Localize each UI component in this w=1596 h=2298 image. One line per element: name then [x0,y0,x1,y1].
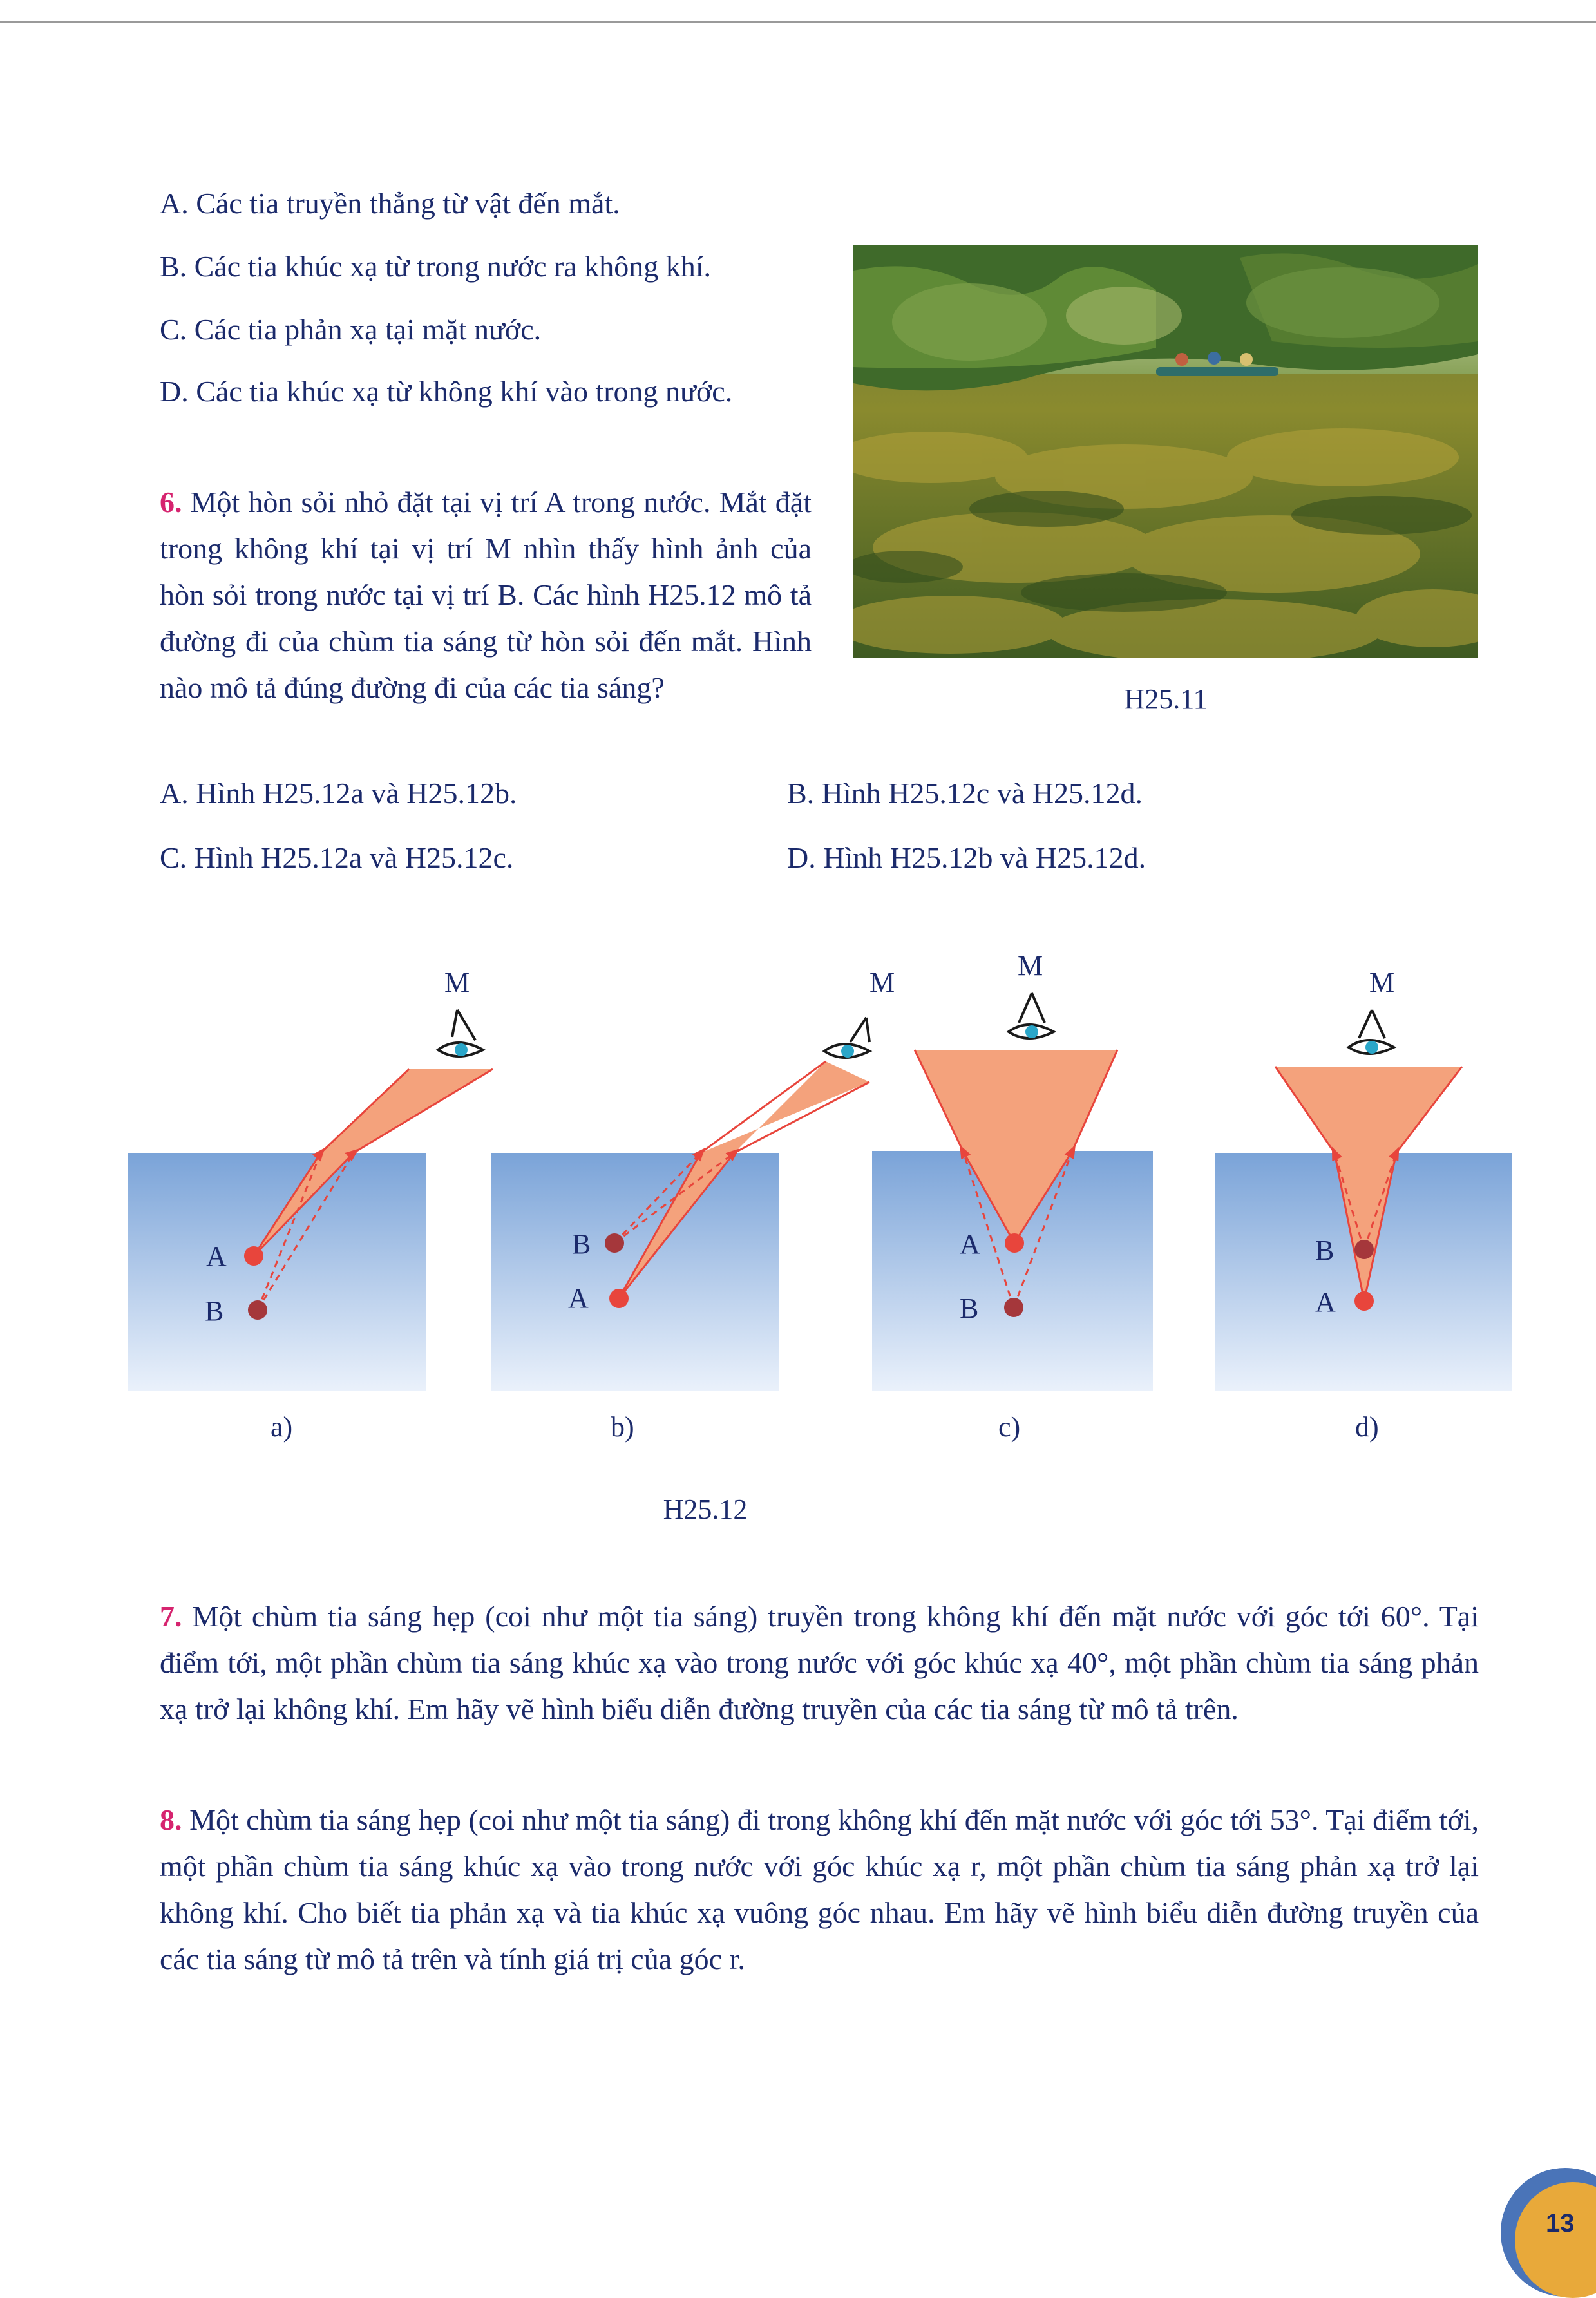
panel-c [872,950,1153,1443]
eye-icon [1009,993,1054,1038]
top-rule [0,21,1596,23]
point-a-dot [244,1246,263,1266]
point-b-dot [248,1300,267,1320]
q5-option-d: D. Các tia khúc xạ từ không khí vào trong nước. [160,375,733,408]
point-a-dot [1005,1233,1024,1253]
q5-option-a: A. Các tia truyền thẳng từ vật đến mắt. [160,187,620,220]
label-m: M [869,967,895,998]
page-number: 13 [1546,2209,1575,2237]
label-m: M [1369,967,1395,998]
q6-option-c: C. Hình H25.12a và H25.12c. [160,841,514,874]
q6-option-a: A. Hình H25.12a và H25.12b. [160,777,517,810]
lake-photo-image [853,245,1478,658]
q6-paragraph [160,479,812,711]
q5-option-b: B. Các tia khúc xạ từ trong nước ra không khí. [160,250,712,283]
label-b: B [572,1228,591,1260]
q7-text: Một chùm tia sáng hẹp (coi như một tia sáng) truyền trong không khí đến mặt nước với góc tới 60°. Tại điểm tới, một phần chùm tia sáng khúc xạ vào trong nước với góc khúc xạ 40°, một phần chùm tia sáng phản xạ trở lại không khí. Em hãy vẽ hình biểu diễn đường truyền của các tia sáng từ mô tả trên. [160,1600,1479,1725]
sub-label-d: d) [1355,1411,1379,1443]
sub-label-c: c) [998,1411,1021,1443]
q5-option-c: C. Các tia phản xạ tại mặt nước. [160,313,542,346]
figure-caption: H25.12 [663,1494,748,1525]
sub-label-b: b) [611,1411,634,1443]
eye-icon [824,1018,869,1058]
panel-d [1215,967,1512,1443]
eye-icon [1349,1010,1394,1054]
panel-a [128,967,493,1443]
q7-paragraph [160,1593,1479,1733]
label-b: B [205,1295,224,1327]
label-m: M [444,967,470,998]
q6-option-d: D. Hình H25.12b và H25.12d. [787,841,1146,874]
point-b-dot [1004,1298,1023,1317]
lake-photo [853,245,1478,658]
q6-option-b: B. Hình H25.12c và H25.12d. [787,777,1143,810]
eye-icon [438,1010,483,1056]
q8-number: 8. [160,1803,182,1836]
sub-label-a: a) [271,1411,293,1443]
label-m: M [1018,950,1043,982]
point-b-dot [605,1233,624,1253]
point-a-dot [609,1289,629,1308]
label-a: A [1315,1286,1336,1318]
label-a: A [960,1228,980,1260]
panel-b [491,967,895,1443]
q6-text: Một hòn sỏi nhỏ đặt tại vị trí A trong nước. Mắt đặt trong không khí tại vị trí M nhìn thấy hình ảnh của hòn sỏi trong nước tại vị trí B. Các hình H25.12 mô tả đường đi của chùm tia sáng từ hòn sỏi đến mắt. Hình nào mô tả đúng đường đi của các tia sáng? [160,486,812,704]
photo-caption: H25.11 [1124,683,1208,715]
q8-text: Một chùm tia sáng hẹp (coi như một tia sáng) đi trong không khí đến mặt nước với góc tới 53°. Tại điểm tới, một phần chùm tia sáng khúc xạ vào trong nước với góc khúc xạ r, một phần chùm tia sáng phản xạ trở lại không khí. Cho biết tia phản xạ và tia khúc xạ vuông góc nhau. Em hãy vẽ hình biểu diễn đường truyền của các tia sáng từ mô tả trên và tính giá trị của góc r. [160,1803,1479,1975]
label-a: A [568,1282,589,1314]
label-b: B [960,1293,979,1324]
label-b: B [1315,1235,1335,1266]
label-a: A [206,1240,227,1272]
q7-number: 7. [160,1600,182,1633]
point-a-dot [1354,1291,1374,1311]
refraction-diagram [122,940,1526,1468]
q8-paragraph [160,1797,1479,1982]
q6-number: 6. [160,486,182,518]
water-a [128,1153,426,1391]
point-b-dot [1354,1240,1374,1259]
